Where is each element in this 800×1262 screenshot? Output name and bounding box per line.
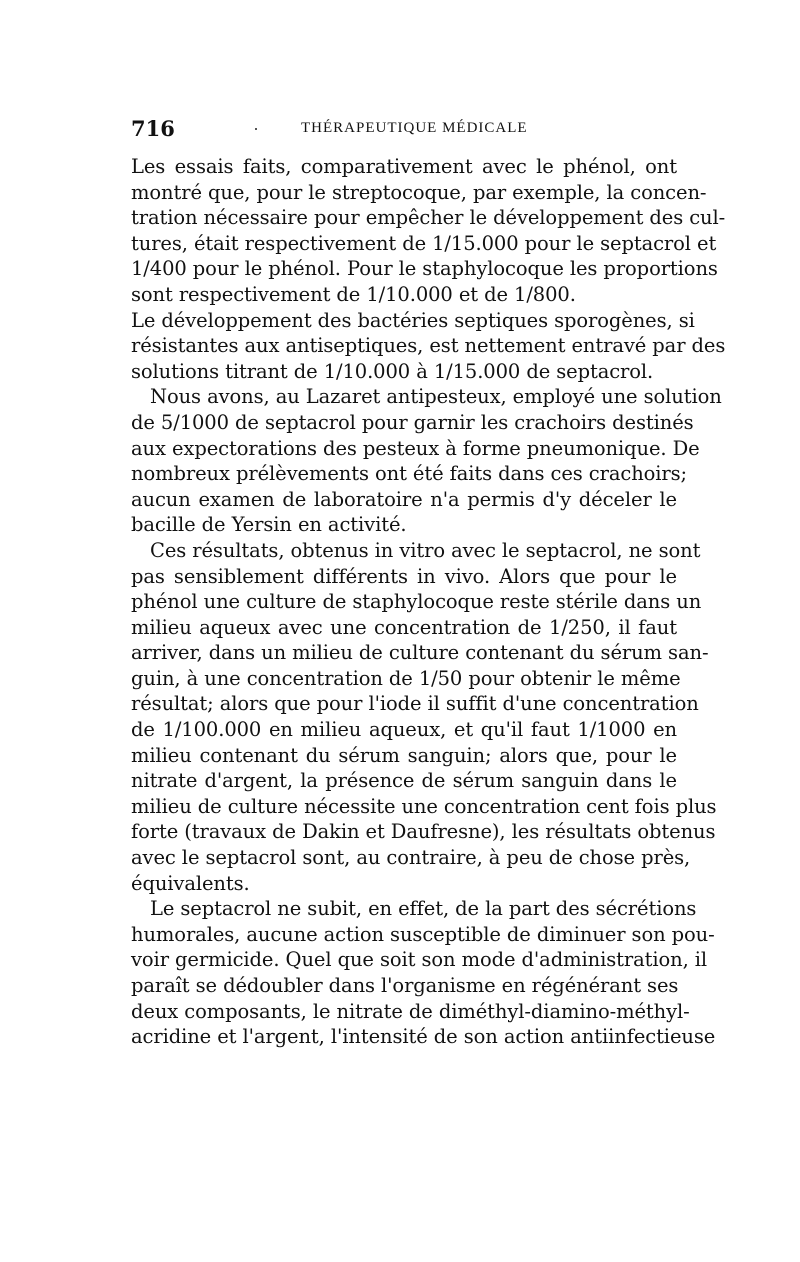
text-line: guin, à une concentration de 1/50 pour obtenir le même	[131, 666, 681, 690]
text-line: voir germicide. Quel que soit son mode d'administration, il	[131, 948, 708, 972]
text-line: phénol une culture de staphylocoque reste stérile dans un	[131, 590, 702, 614]
text-line: Ces résultats, obtenus in vitro avec le septacrol, ne sont	[150, 538, 701, 562]
text-line: Les essais faits, comparativement avec le phénol, ont	[131, 155, 677, 178]
running-title: THÉRAPEUTIQUE MÉDICALE	[301, 120, 528, 136]
text-line: bacille de Yersin en activité.	[131, 513, 407, 537]
text-line: montré que, pour le streptocoque, par exemple, la concen-	[131, 180, 707, 204]
text-line: de 1/100.000 en milieu aqueux, et qu'il faut 1/1000 en	[131, 718, 677, 742]
text-line: solutions titrant de 1/10.000 à 1/15.000 de septacrol.	[131, 359, 654, 383]
text-line: Le développement des bactéries septiques sporogènes, si	[131, 308, 695, 332]
text-line: Nous avons, au Lazaret antipesteux, employé une solution	[150, 385, 722, 409]
text-line: aucun examen de laboratoire n'a permis d'y déceler le	[131, 487, 677, 511]
text-line: milieu de culture nécessite une concentration cent fois plus	[131, 794, 717, 818]
text-line: arriver, dans un milieu de culture contenant du sérum san-	[131, 641, 709, 665]
text-line: paraît se dédoubler dans l'organisme en régénérant ses	[131, 974, 679, 997]
text-line: aux expectorations des pesteux à forme pneumonique. De	[131, 436, 700, 460]
text-line: acridine et l'argent, l'intensité de son action antiinfectieuse	[131, 1025, 716, 1049]
header-dot-mark	[255, 128, 257, 130]
page-header	[131, 116, 677, 142]
text-line: milieu aqueux avec une concentration de 1/250, il faut	[131, 615, 677, 639]
text-line: milieu contenant du sérum sanguin; alors que, pour le	[131, 743, 677, 767]
text-line: de 5/1000 de septacrol pour garnir les crachoirs destinés	[131, 410, 694, 434]
text-line: nombreux prélèvements ont été faits dans ces crachoirs;	[131, 462, 688, 486]
text-line: sont respectivement de 1/10.000 et de 1/800.	[131, 282, 576, 306]
body-text	[131, 154, 726, 1050]
text-line: deux composants, le nitrate de diméthyl-diamino-méthyl-	[131, 999, 690, 1023]
text-line: résistantes aux antiseptiques, est nettement entravé par des	[131, 334, 726, 358]
text-line: tures, était respectivement de 1/15.000 pour le septacrol et	[131, 231, 717, 255]
text-line: tration nécessaire pour empêcher le développement des cul-	[131, 206, 726, 230]
text-line: humorales, aucune action susceptible de diminuer son pou-	[131, 922, 715, 946]
text-line: nitrate d'argent, la présence de sérum sanguin dans le	[131, 769, 677, 793]
text-line: pas sensiblement différents in vivo. Alors que pour le	[131, 564, 677, 588]
text-line: résultat; alors que pour l'iode il suffit d'une concentration	[131, 692, 699, 716]
page-number: 716	[131, 116, 175, 141]
text-line: équivalents.	[131, 871, 250, 895]
text-line: Le septacrol ne subit, en effet, de la part des sécrétions	[150, 897, 697, 921]
text-line: avec le septacrol sont, au contraire, à peu de chose près,	[131, 846, 691, 870]
text-line: 1/400 pour le phénol. Pour le staphylocoque les proportions	[131, 257, 718, 281]
text-line: forte (travaux de Dakin et Daufresne), les résultats obtenus	[131, 820, 716, 844]
